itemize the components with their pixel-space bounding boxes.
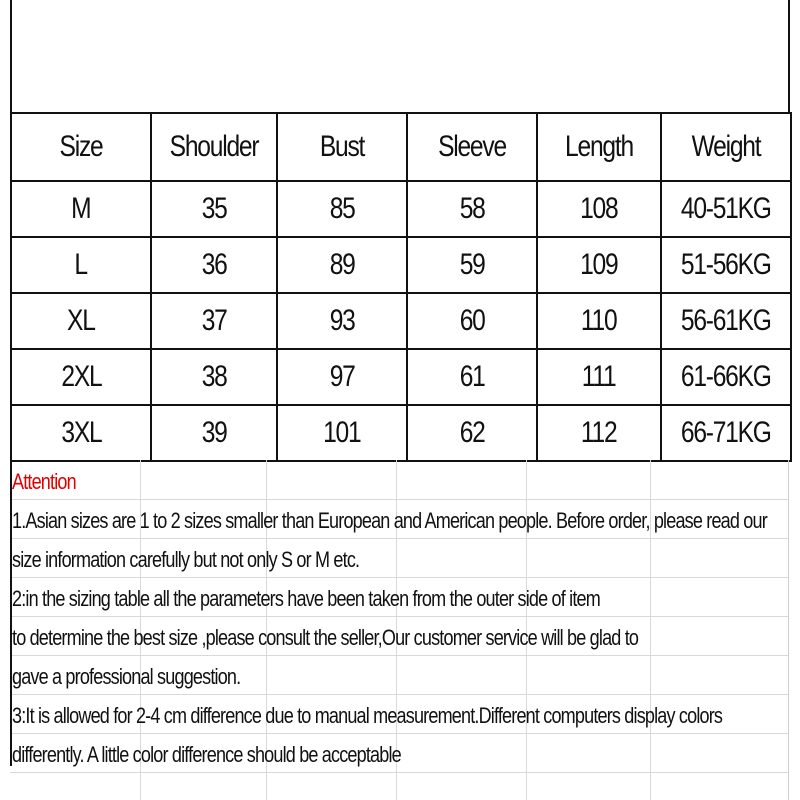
- cell-bust: [277, 237, 407, 293]
- cell-text: 2XL: [60, 360, 102, 393]
- cell-bust: [277, 405, 407, 461]
- cell-text: 51-56KG: [681, 248, 771, 281]
- cell-bust: [277, 181, 407, 237]
- cell-text: 66-71KG: [681, 416, 771, 449]
- cell-text: 97: [329, 360, 355, 393]
- cell-text: 108: [580, 192, 618, 225]
- cell-text: 61-66KG: [681, 360, 771, 393]
- note-text: differently. A little color difference should be acceptable: [12, 742, 401, 767]
- cell-text: 101: [323, 416, 361, 449]
- attention-row: [10, 460, 788, 500]
- note-text: size information carefully but not only S or M etc.: [12, 547, 360, 572]
- cell-text: 56-61KG: [681, 304, 771, 337]
- cell-text: 61: [459, 360, 485, 393]
- note-text: 1.Asian sizes are 1 to 2 sizes smaller than European and American people. Before order, please read our: [12, 508, 767, 533]
- table-row: [11, 405, 791, 461]
- cell-bust: [277, 349, 407, 405]
- cell-text: 111: [582, 360, 616, 393]
- cell-text: 93: [329, 304, 355, 337]
- cell-text: 89: [329, 248, 355, 281]
- cell-shoulder: [151, 237, 277, 293]
- cell-weight: [661, 349, 791, 405]
- cell-length: [537, 293, 661, 349]
- header-length: Length: [548, 113, 650, 181]
- header-weight: Weight: [673, 113, 780, 181]
- cell-text: 109: [580, 248, 618, 281]
- notes-right-gridline: [788, 460, 789, 800]
- cell-size: [11, 293, 151, 349]
- cell-sleeve: [407, 293, 537, 349]
- note-line: [10, 577, 788, 617]
- cell-text: 60: [459, 304, 485, 337]
- frame-right-border: [788, 0, 790, 112]
- table-header-row: [11, 113, 791, 181]
- cell-sleeve: [407, 237, 537, 293]
- notes-section: [10, 460, 788, 800]
- cell-sleeve: [407, 405, 537, 461]
- table-row: [11, 349, 791, 405]
- header-sleeve: Sleeve: [419, 113, 526, 181]
- cell-text: 39: [201, 416, 227, 449]
- cell-length: [537, 181, 661, 237]
- cell-text: XL: [67, 304, 95, 337]
- attention-heading: Attention: [12, 469, 76, 494]
- cell-text: M: [71, 192, 91, 225]
- cell-size: [11, 405, 151, 461]
- cell-shoulder: [151, 293, 277, 349]
- cell-weight: [661, 405, 791, 461]
- note-text: 2:in the sizing table all the parameters have been taken from the outer side of item: [12, 586, 600, 611]
- cell-weight: [661, 293, 791, 349]
- cell-sleeve: [407, 181, 537, 237]
- table-row: [11, 181, 791, 237]
- cell-text: L: [74, 248, 88, 281]
- cell-text: 110: [581, 304, 617, 337]
- cell-shoulder: [151, 349, 277, 405]
- cell-text: 38: [201, 360, 227, 393]
- cell-text: 58: [459, 192, 485, 225]
- note-text: gave a professional suggestion.: [12, 664, 241, 689]
- note-line: [10, 616, 788, 656]
- cell-shoulder: [151, 181, 277, 237]
- cell-weight: [661, 181, 791, 237]
- cell-bust: [277, 293, 407, 349]
- note-text: to determine the best size ,please consult the seller,Our customer service will be glad to: [12, 625, 639, 650]
- cell-text: 59: [459, 248, 485, 281]
- cell-size: [11, 349, 151, 405]
- cell-sleeve: [407, 349, 537, 405]
- notes-left-border: [10, 460, 12, 766]
- cell-text: 62: [459, 416, 485, 449]
- note-line: [10, 499, 788, 539]
- size-chart-table: [10, 112, 792, 462]
- frame-left-border: [10, 0, 12, 112]
- cell-weight: [661, 237, 791, 293]
- note-text: 3:It is allowed for 2-4 cm difference due to manual measurement.Different computers display colors: [12, 703, 723, 728]
- note-line: [10, 538, 788, 578]
- table-row: [11, 237, 791, 293]
- cell-text: 35: [201, 192, 227, 225]
- cell-shoulder: [151, 405, 277, 461]
- cell-length: [537, 349, 661, 405]
- cell-text: 85: [329, 192, 355, 225]
- cell-size: [11, 237, 151, 293]
- note-line: [10, 733, 788, 773]
- cell-size: [11, 181, 151, 237]
- cell-length: [537, 237, 661, 293]
- cell-text: 40-51KG: [681, 192, 771, 225]
- cell-text: 37: [201, 304, 227, 337]
- header-shoulder: Shoulder: [162, 113, 265, 181]
- header-bust: Bust: [289, 113, 396, 181]
- header-size: Size: [24, 113, 139, 181]
- note-line: [10, 694, 788, 734]
- cell-text: 3XL: [60, 416, 102, 449]
- cell-text: 36: [201, 248, 227, 281]
- cell-text: 112: [581, 416, 617, 449]
- cell-length: [537, 405, 661, 461]
- note-line: [10, 655, 788, 695]
- table-row: [11, 293, 791, 349]
